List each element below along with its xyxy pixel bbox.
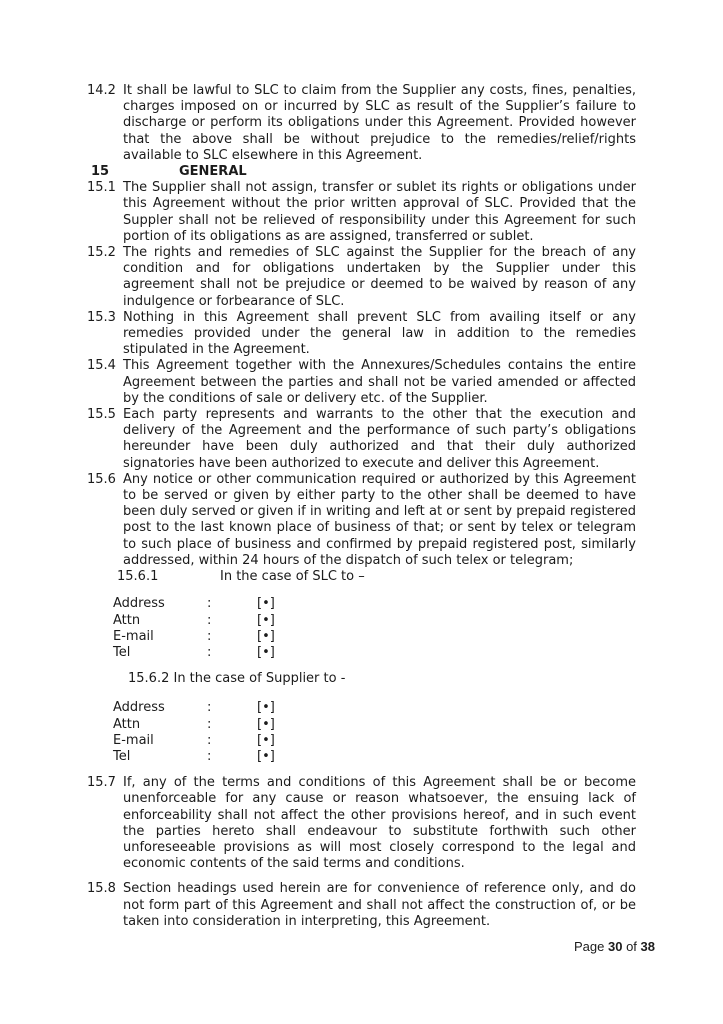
contact-placeholder-value: [•] — [257, 644, 275, 660]
supplier-contact-block — [87, 700, 636, 765]
contact-placeholder-value: [•] — [257, 612, 275, 628]
clause-text: This Agreement together with the Annexures/Schedules contains the entire Agreement between the parties and shall not be varied amended or affected by the conditions of sale or delivery etc. of the Supplier. — [123, 358, 636, 406]
contact-colon: : — [207, 700, 212, 716]
contact-label: Attn — [113, 716, 141, 732]
contact-row-tel — [87, 645, 636, 661]
sub-clause-number: 15.6.1 — [117, 569, 159, 585]
contact-placeholder-value: [•] — [257, 748, 275, 764]
clause-15-6 — [87, 472, 636, 569]
contact-row-address — [87, 700, 636, 716]
contact-placeholder-value: [•] — [257, 596, 275, 612]
clause-14-2 — [87, 83, 636, 164]
sub-clause-label: 15.6.2 In the case of Supplier to - — [128, 671, 346, 687]
clause-number: 15.7 — [87, 775, 116, 791]
contact-colon: : — [207, 628, 212, 644]
contact-colon: : — [207, 716, 212, 732]
clause-15-8 — [87, 881, 636, 930]
contact-label: Address — [113, 700, 165, 716]
contact-label: E-mail — [113, 628, 154, 644]
clause-number: 15.4 — [87, 358, 116, 374]
clause-15-1 — [87, 180, 636, 245]
clause-15-5 — [87, 407, 636, 472]
clause-number: 15.3 — [87, 309, 116, 325]
clause-text: Any notice or other communication required or authorized by this Agreement to be served or given by either party to the other shall be deemed to have been duly served or given if in writing and left at or sent by prepaid registered post to the last known place of business of that; or sent by telex or telegram to such place of business and confirmed by prepaid registered post, similarly addressed, within 24 hours of the dispatch of such telex or telegram; — [123, 471, 636, 568]
contact-placeholder-value: [•] — [257, 700, 275, 716]
section-15-heading-row — [87, 164, 636, 180]
clause-15-4 — [87, 358, 636, 407]
section-number: 15 — [91, 164, 110, 180]
clause-number: 14.2 — [87, 83, 116, 98]
clause-number: 15.6 — [87, 471, 116, 487]
contact-label: E-mail — [113, 732, 154, 748]
footer-page-word: Page — [573, 939, 605, 954]
footer-total-pages: 38 — [640, 939, 655, 954]
contact-colon: : — [207, 732, 212, 748]
clause-15-7 — [87, 775, 636, 872]
clause-text: It shall be lawful to SLC to claim from the Supplier any costs, fines, penalties, charges imposed on or incurred by SLC as result of the Supplier’s failure to discharge or perform its obligations under this Agreement. Provided however that the above shall be without prejudice to the remedies/relief/rights available to SLC elsewhere in this Agreement. — [123, 83, 636, 163]
sub-clause-label: In the case of SLC to – — [220, 569, 365, 585]
clause-text: Section headings used herein are for convenience of reference only, and do not form part of this Agreement and shall not affect the construction of, or be taken into consideration in interpreting, this Agreement. — [123, 881, 636, 929]
clause-number: 15.8 — [87, 881, 116, 897]
contact-label: Attn — [113, 612, 141, 628]
contact-row-email — [87, 629, 636, 645]
footer-of-word: of — [626, 939, 637, 954]
contact-row-attn — [87, 717, 636, 733]
clause-number: 15.1 — [87, 180, 116, 196]
clause-15-3 — [87, 310, 636, 359]
notice-supplier-line — [87, 671, 636, 687]
clause-text: Nothing in this Agreement shall prevent SLC from availing itself or any remedies provided under the general law in addition to the remedies stipulated in the Agreement. — [123, 309, 636, 358]
contact-placeholder-value: [•] — [257, 628, 275, 644]
footer-page-number: 30 — [607, 939, 623, 954]
clause-text: The rights and remedies of SLC against the Supplier for the breach of any condition and for obligations undertaken by the Supplier under this agreement shall not be prejudice or deemed to be waived by reason of any indulgence or forbearance of SLC. — [123, 245, 636, 309]
contact-placeholder-value: [•] — [257, 732, 275, 748]
clause-15-2 — [87, 245, 636, 310]
contact-row-address — [87, 596, 636, 612]
contact-row-tel — [87, 749, 636, 765]
contact-row-attn — [87, 613, 636, 629]
page-footer — [574, 939, 655, 955]
clause-number: 15.5 — [87, 407, 116, 423]
contact-colon: : — [207, 596, 212, 612]
contact-placeholder-value: [•] — [257, 716, 275, 732]
slc-contact-block — [87, 596, 636, 661]
contact-label: Tel — [113, 644, 131, 660]
clause-text: Each party represents and warrants to the other that the execution and delivery of the Agreement and the performance of such party’s obligations hereunder have been duly authorized and that their duly authorized signatories have been authorized to execute and deliver this Agreement. — [123, 407, 636, 471]
contact-label: Address — [113, 596, 165, 612]
section-heading: GENERAL — [179, 164, 247, 180]
clause-text: The Supplier shall not assign, transfer or sublet its rights or obligations under this Agreement without the prior written approval of SLC. Provided that the Suppler shall not be relieved of responsibility under this Agreement for such portion of its obligations as are assigned, transferred or sublet. — [123, 180, 636, 244]
contact-colon: : — [207, 644, 212, 660]
agreement-body — [87, 83, 636, 930]
contact-row-email — [87, 733, 636, 749]
contact-label: Tel — [113, 748, 131, 764]
clause-number: 15.2 — [87, 245, 116, 261]
contact-colon: : — [207, 748, 212, 764]
notice-slc-line — [87, 569, 636, 585]
clause-text: If, any of the terms and conditions of this Agreement shall be or become unenforceable for any cause or reason whatsoever, the ensuing lack of enforceability shall not affect the other provisions hereof, and in such event the parties hereto shall endeavour to substitute forthwith such other unforeseeable provisions as will most closely correspond to the legal and economic contents of the said terms and conditions. — [123, 775, 636, 872]
contact-colon: : — [207, 612, 212, 628]
